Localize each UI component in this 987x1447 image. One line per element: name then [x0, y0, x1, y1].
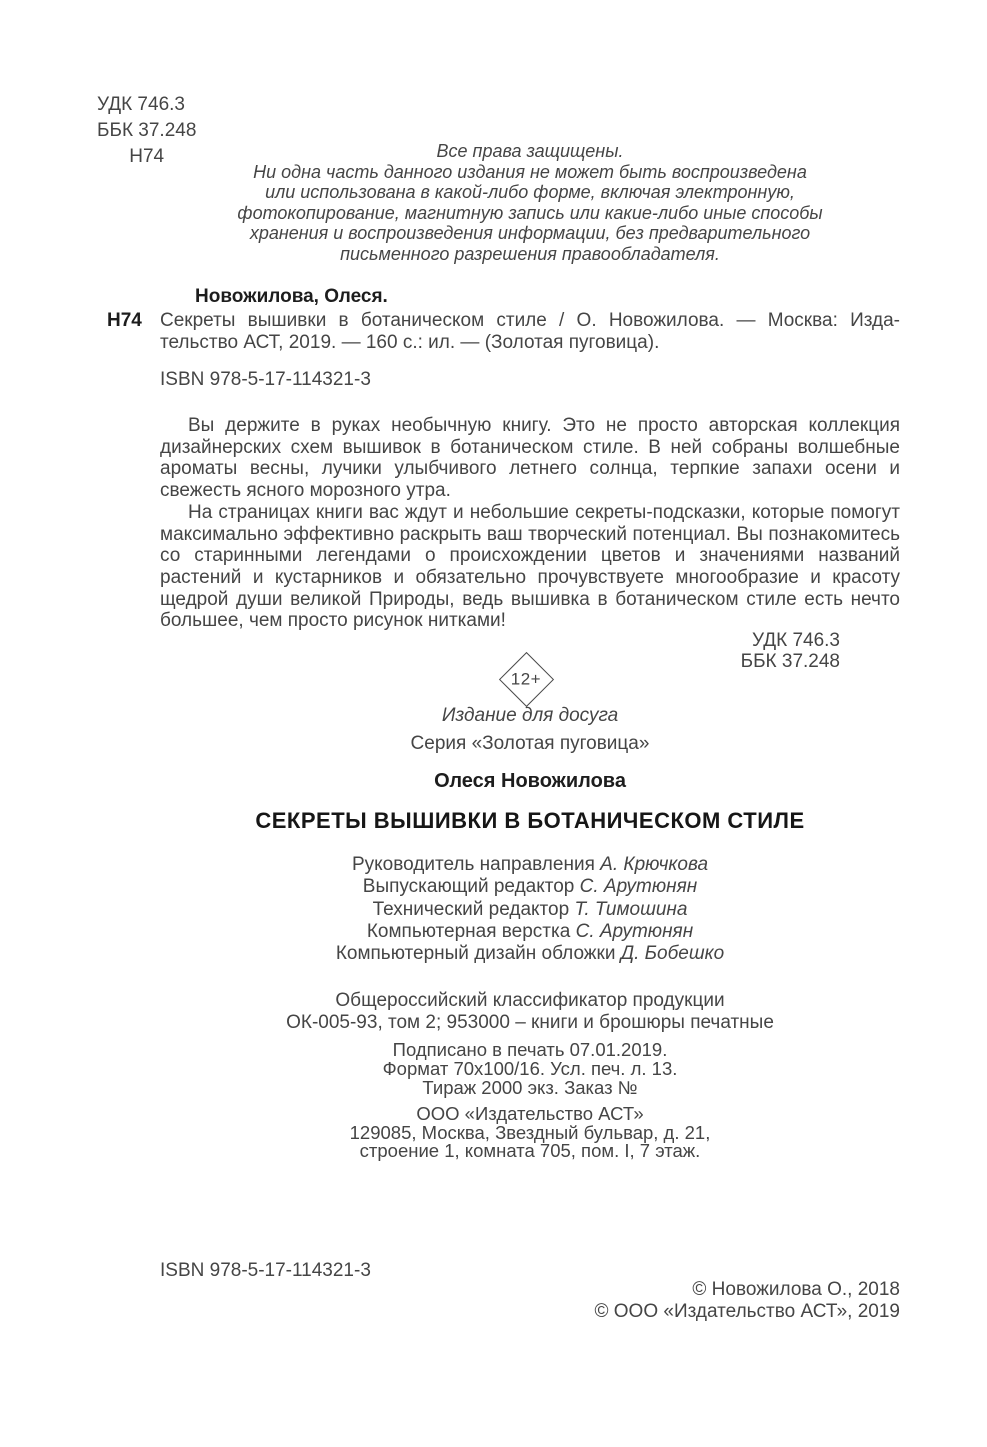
print-info-line: Подписано в печать 07.01.2019.: [392, 1039, 668, 1061]
catalog-code: Н74: [107, 310, 142, 331]
credit-role: Выпускающий редактор: [362, 876, 575, 898]
catalog-isbn: ISBN 978-5-17-114321-3: [160, 369, 371, 390]
udk-number-right: УДК 746.3: [752, 630, 840, 651]
rights-line: или использована в какой-либо форме, включая электронную,: [265, 182, 795, 202]
bbk-number: ББК 37.248: [97, 120, 197, 141]
credit-role: Руководитель направления: [351, 854, 595, 875]
catalog-author: Новожилова, Олеся.: [195, 286, 388, 307]
series-name: Серия «Золотая пуговица»: [410, 733, 650, 754]
publisher-address-line: строение 1, комната 705, пом. I, 7 этаж.: [359, 1140, 701, 1162]
colophon-column: [160, 705, 900, 1161]
credit-name: С. Арутюнян: [579, 876, 698, 898]
classifier-line: ОК-005-93, том 2; 953000 – книги и брошюры печатные: [286, 1012, 774, 1034]
udk-number: УДК 746.3: [97, 94, 185, 115]
print-info-line: Формат 70х100/16. Усл. печ. л. 13.: [382, 1058, 678, 1080]
credit-line: [160, 899, 900, 921]
rights-notice: [160, 141, 900, 264]
catalog-entry-line: Секреты вышивки в ботаническом стиле / О. Новожилова. — Москва: Изда-: [160, 310, 900, 331]
rights-line: Все права защищены.: [436, 141, 624, 161]
publisher-name: ООО «Издательство АСТ»: [416, 1103, 644, 1125]
credit-line: [160, 876, 900, 898]
credit-line: [160, 943, 900, 965]
catalog-entry: [107, 310, 900, 354]
author-name: Олеся Новожилова: [434, 770, 626, 792]
print-info-line: Тираж 2000 экз. Заказ №: [422, 1077, 638, 1099]
rights-line: письменного разрешения правообладателя.: [340, 243, 720, 264]
age-rating-badge: [499, 652, 554, 707]
classifier-block: [160, 990, 900, 1034]
credit-name: Д. Бобешко: [620, 943, 725, 965]
publisher-address-line: 129085, Москва, Звездный бульвар, д. 21,: [349, 1121, 711, 1143]
age-rating-label: 12+: [511, 669, 542, 689]
credit-role: Компьютерный дизайн обложки: [335, 943, 616, 965]
credit-role: Технический редактор: [372, 898, 570, 920]
copyright-author: © Новожилова О., 2018: [692, 1279, 900, 1300]
footer-isbn: ISBN 978-5-17-114321-3: [160, 1260, 371, 1281]
udk-right-block: [741, 630, 840, 672]
credit-line: [160, 921, 900, 943]
credits-block: [160, 854, 900, 965]
credit-role: Компьютерная верстка: [366, 920, 571, 942]
credit-name: А. Крючкова: [600, 854, 709, 875]
copyright-publisher: © ООО «Издательство АСТ», 2019: [594, 1301, 900, 1322]
footer-copyright: [595, 1279, 901, 1323]
publisher-block: [160, 1105, 900, 1161]
credit-line: [160, 854, 900, 876]
author-sign-code: Н74: [129, 146, 165, 167]
credit-name: Т. Тимошина: [574, 898, 688, 920]
bbk-number-right: ББК 37.248: [740, 651, 840, 672]
rights-line: хранения и воспроизведения информации, без предварительного: [249, 223, 811, 243]
annotation-paragraph-2: На страницах книги вас ждут и небольшие секреты-подсказки, которые помогут максимально эффективно раскрыть ваш творческий потенциал. Вы познакомитесь со старинными легендами о происхождении цветов и значениями названий растений и кустарников и обязательно прочувствуете многообразие и красоту щедрой души великой Природы, ведь вышивка в ботаническом стиле есть нечто большее, чем просто рисунок нитками!: [160, 501, 900, 632]
catalog-entry-line: тельство АСТ, 2019. — 160 с.: ил. — (Золотая пуговица).: [160, 332, 660, 353]
classifier-line: Общероссийский классификатор продукции: [335, 990, 725, 1012]
edition-type: Издание для досуга: [441, 705, 619, 726]
print-info-block: [160, 1040, 900, 1097]
rights-line: фотокопирование, магнитную запись или какие-либо иные способы: [237, 202, 823, 223]
rights-line: Ни одна часть данного издания не может быть воспроизведена: [253, 161, 807, 182]
book-title: СЕКРЕТЫ ВЫШИВКИ В БОТАНИЧЕСКОМ СТИЛЕ: [255, 808, 805, 833]
annotation-paragraph-1: Вы держите в руках необычную книгу. Это не просто авторская коллекция дизайнерских схем вышивок в ботаническом стиле. В ней собраны волшебные ароматы весны, лучики улыбчивого летнего солнца, терпкие запахи осени и свежесть ясного морозного утра.: [160, 415, 900, 502]
credit-name: С. Арутюнян: [575, 920, 694, 942]
